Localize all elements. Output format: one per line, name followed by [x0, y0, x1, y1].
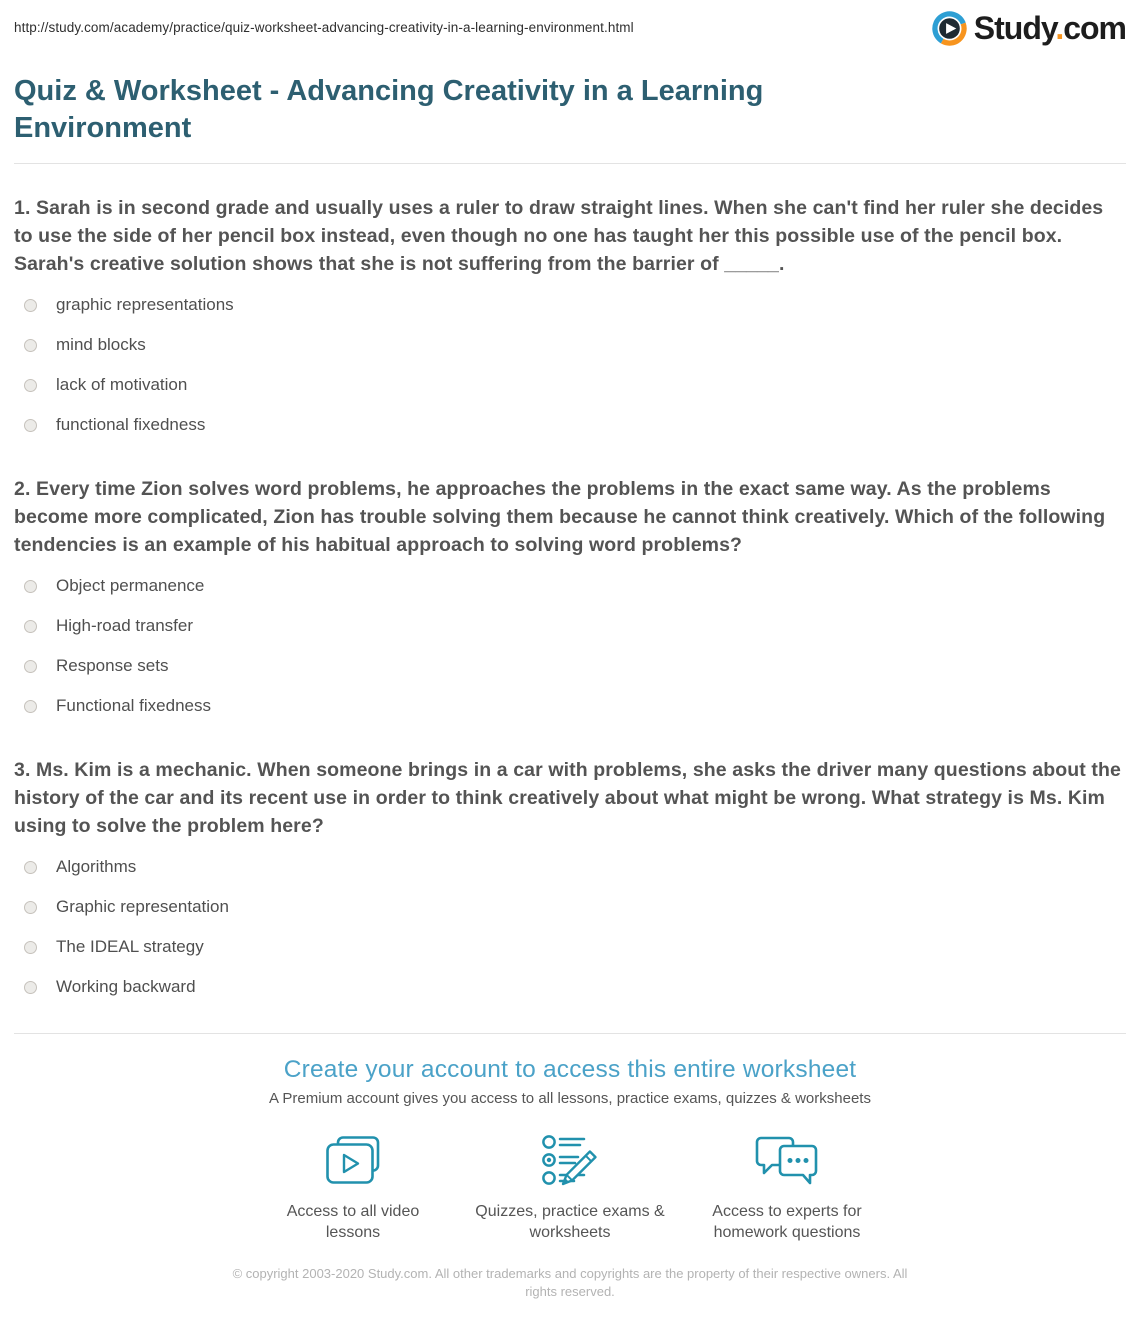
- answer-option[interactable]: [14, 927, 1126, 967]
- page-header: [0, 0, 1140, 47]
- create-account-cta: [0, 1056, 1140, 1243]
- feature-quizzes-worksheets: [462, 1129, 679, 1243]
- radio-button-icon[interactable]: [24, 901, 37, 914]
- option-label: functional fixedness: [56, 415, 206, 434]
- answer-option[interactable]: [14, 365, 1126, 405]
- question-text: 1. Sarah is in second grade and usually uses a ruler to draw straight lines. When she can't find her ruler she decides to use the side of her pencil box instead, even though no one has taught her this possible use of the pencil box. Sarah's creative solution shows that she is not suffering from the barrier of _____.: [14, 197, 1104, 275]
- option-label: Graphic representation: [56, 897, 229, 916]
- feature-label: Quizzes, practice exams & worksheets: [475, 1203, 665, 1241]
- answer-option[interactable]: [14, 566, 1126, 606]
- feature-experts-chat: [679, 1129, 896, 1243]
- option-label: mind blocks: [56, 335, 146, 354]
- question-1: [14, 194, 1126, 445]
- answer-option[interactable]: [14, 847, 1126, 887]
- quiz-body: [0, 194, 1140, 1300]
- option-label: Functional fixedness: [56, 696, 211, 715]
- cta-subheading: A Premium account gives you access to all lessons, practice exams, quizzes & worksheets: [269, 1090, 871, 1107]
- radio-button-icon[interactable]: [24, 580, 37, 593]
- option-label: Algorithms: [56, 857, 137, 876]
- option-label: Object permanence: [56, 576, 205, 595]
- radio-button-icon[interactable]: [24, 419, 37, 432]
- radio-button-icon[interactable]: [24, 379, 37, 392]
- option-label: The IDEAL strategy: [56, 937, 204, 956]
- option-label: Response sets: [56, 656, 169, 675]
- answer-option[interactable]: [14, 887, 1126, 927]
- feature-label: Access to experts for homework questions: [712, 1203, 862, 1241]
- option-label: graphic representations: [56, 295, 234, 314]
- radio-button-icon[interactable]: [24, 941, 37, 954]
- play-circle-icon: [932, 11, 967, 46]
- page-url: http://study.com/academy/practice/quiz-worksheet-advancing-creativity-in-a-learning-environment.html: [14, 20, 634, 35]
- cta-heading: Create your account to access this entire worksheet: [283, 1056, 857, 1083]
- answer-options: [14, 285, 1126, 445]
- quizzes-worksheets-icon: [538, 1129, 602, 1191]
- question-3: [14, 756, 1126, 1007]
- experts-chat-icon: [754, 1129, 820, 1191]
- question-text: 2. Every time Zion solves word problems, he approaches the problems in the exact same way. As the problems become more complicated, Zion has trouble solving them because he cannot think creatively. Which of the following tendencies is an example of his habitual approach to solving word problems?: [14, 478, 1106, 556]
- answer-option[interactable]: [14, 325, 1126, 365]
- answer-options: [14, 847, 1126, 1007]
- studycom-logo[interactable]: [932, 10, 1126, 47]
- radio-button-icon[interactable]: [24, 339, 37, 352]
- question-2: [14, 475, 1126, 726]
- radio-button-icon[interactable]: [24, 660, 37, 673]
- answer-option[interactable]: [14, 646, 1126, 686]
- feature-label: Access to all video lessons: [286, 1203, 420, 1241]
- answer-option[interactable]: [14, 285, 1126, 325]
- feature-list: [0, 1129, 1140, 1243]
- question-text: 3. Ms. Kim is a mechanic. When someone brings in a car with problems, she asks the driver many questions about the history of the car and its recent use in order to think creatively about what might be wrong. What strategy is Ms. Kim using to solve the problem here?: [14, 759, 1121, 837]
- logo-wordmark: Study.com: [973, 10, 1126, 46]
- radio-button-icon[interactable]: [24, 299, 37, 312]
- copyright-notice: © copyright 2003-2020 Study.com. All other trademarks and copyrights are the property of their respective owners. All rights reserved.: [232, 1266, 908, 1299]
- title-divider: [14, 163, 1126, 164]
- answer-option[interactable]: [14, 967, 1126, 1007]
- feature-video-lessons: [245, 1129, 462, 1243]
- video-lessons-icon: [323, 1129, 383, 1191]
- option-label: High-road transfer: [56, 616, 194, 635]
- answer-option[interactable]: [14, 606, 1126, 646]
- radio-button-icon[interactable]: [24, 620, 37, 633]
- radio-button-icon[interactable]: [24, 981, 37, 994]
- answer-options: [14, 566, 1126, 726]
- page-title: Quiz & Worksheet - Advancing Creativity in a Learning Environment: [14, 75, 764, 144]
- radio-button-icon[interactable]: [24, 700, 37, 713]
- radio-button-icon[interactable]: [24, 861, 37, 874]
- section-divider: [14, 1033, 1126, 1034]
- answer-option[interactable]: [14, 405, 1126, 445]
- option-label: lack of motivation: [56, 375, 188, 394]
- answer-option[interactable]: [14, 686, 1126, 726]
- option-label: Working backward: [56, 977, 196, 996]
